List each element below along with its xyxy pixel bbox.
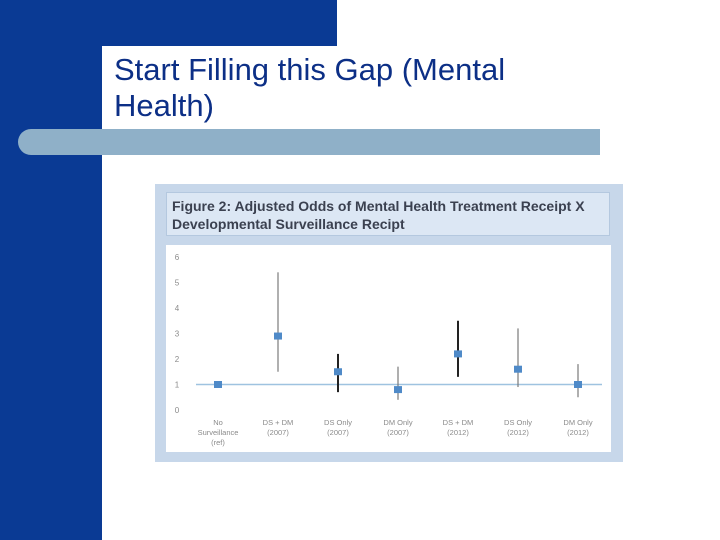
data-point (514, 366, 522, 373)
chart-title: Figure 2: Adjusted Odds of Mental Health Treatment Receipt X Developmental Surveillance Recipt (172, 198, 585, 232)
y-tick-label: 4 (174, 304, 180, 313)
data-point (454, 350, 462, 357)
x-tick-label: (2007) (387, 428, 409, 437)
data-point (334, 368, 342, 375)
x-tick-label: DM Only (563, 418, 593, 427)
x-tick-label: DS + DM (442, 418, 474, 427)
x-tick-label: DM Only (383, 418, 413, 427)
data-point (574, 381, 582, 388)
x-tick-label: (2012) (567, 428, 589, 437)
x-tick-label: (2007) (267, 428, 289, 437)
header-band (102, 0, 337, 46)
y-tick-label: 3 (174, 329, 180, 339)
x-tick-label: DS Only (324, 418, 352, 427)
x-tick-label: (2012) (447, 428, 469, 437)
x-tick-label: (ref) (211, 438, 225, 447)
y-tick-label: 1 (174, 380, 180, 390)
x-tick-label: DS Only (504, 418, 532, 427)
figure-header (166, 192, 610, 236)
x-tick-label: No (213, 418, 223, 427)
x-tick-label: (2007) (327, 428, 349, 437)
x-tick-label: DS + DM (262, 418, 294, 427)
plot-area (166, 245, 611, 452)
y-tick-label: 6 (174, 253, 180, 262)
x-tick-label: (2012) (507, 428, 529, 437)
y-tick-label: 5 (174, 278, 180, 288)
figure-card (155, 184, 623, 462)
chart-svg (166, 245, 611, 452)
data-point (214, 381, 222, 388)
sidebar-band (0, 0, 102, 540)
data-point (274, 333, 282, 340)
data-point (394, 386, 402, 393)
title-divider (18, 129, 600, 155)
slide-title: Start Filling this Gap (Mental Health) (114, 52, 506, 123)
y-tick-label: 0 (174, 406, 180, 415)
y-tick-label: 2 (174, 355, 180, 364)
x-tick-label: Surveillance (197, 428, 239, 437)
